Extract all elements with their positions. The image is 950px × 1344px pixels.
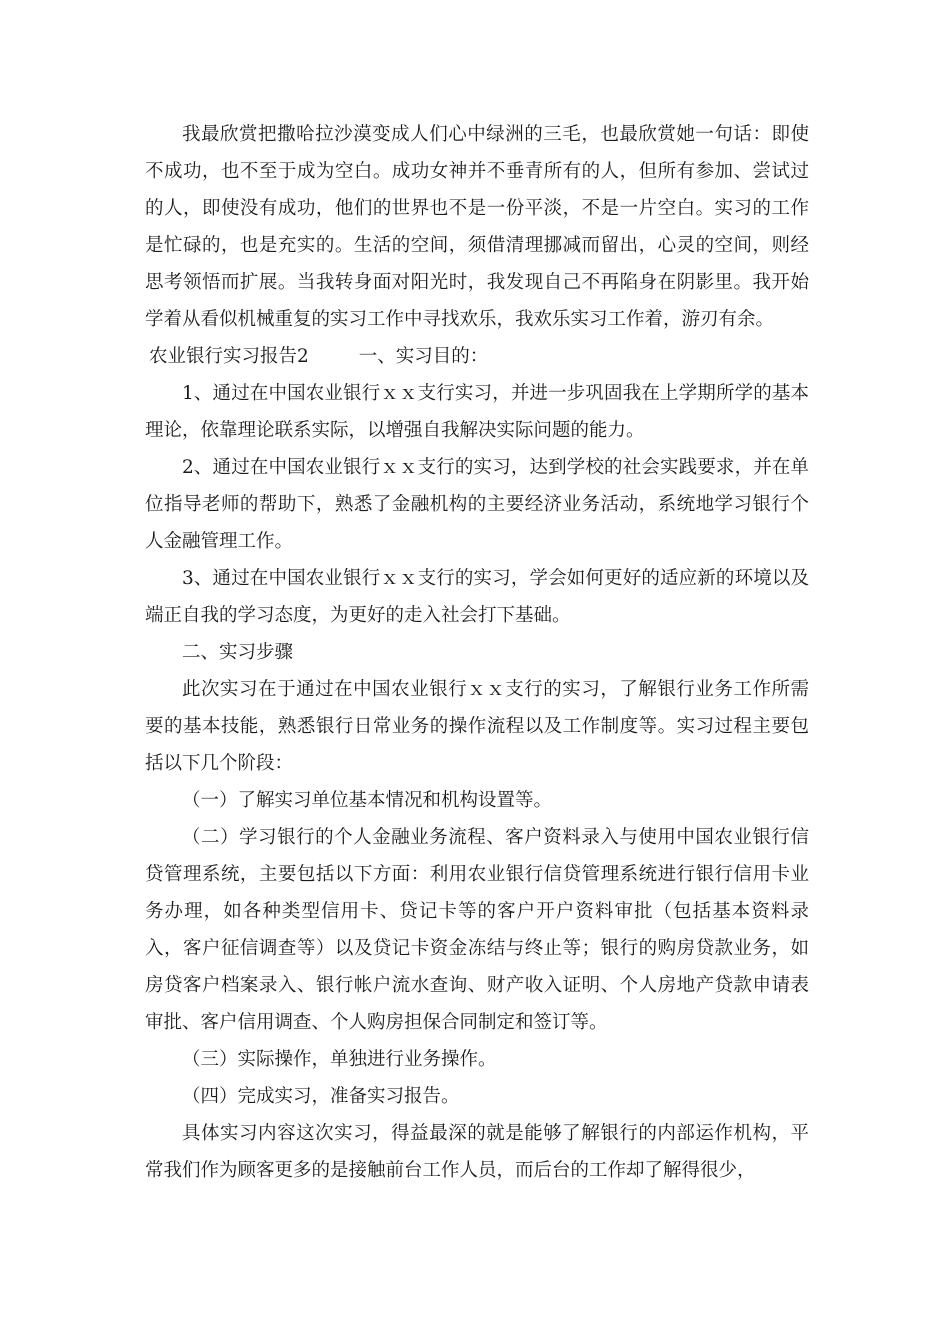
report-title: 农业银行实习报告2 xyxy=(149,346,309,367)
paragraph-content: 具体实习内容这次实习，得益最深的就是能够了解银行的内部运作机构，平常我们作为顾客更多的是接触前台工作人员，而后台的工作却了解得很少， xyxy=(145,1123,809,1181)
paragraph-step-3: （三）实际操作，单独进行业务操作。 xyxy=(182,1049,497,1070)
section-heading-steps: 二、实习步骤 xyxy=(182,642,294,663)
paragraph-step-2: （二）学习银行的个人金融业务流程、客户资料录入与使用中国农业银行信贷管理系统，主要包括以下方面：利用农业银行信贷管理系统进行银行信用卡业务办理，如各种类型信用卡、贷记卡等的客户开户资料审批（包括基本资料录入，客户征信调查等）以及贷记卡资金冻结与终止等；银行的购房贷款业务，如房贷客户档案录入、银行帐户流水查询、财产收入证明、个人房地产贷款申请表审批、客户信用调查、个人购房担保合同制定和签订等。 xyxy=(145,827,809,1033)
document-body xyxy=(145,116,809,1189)
paragraph-step-1: （一）了解实习单位基本情况和机构设置等。 xyxy=(182,790,553,811)
paragraph-purpose-1: 1、通过在中国农业银行ｘｘ支行实习，并进一步巩固我在上学期所学的基本理论，依靠理论联系实际，以增强自我解决实际问题的能力。 xyxy=(145,383,809,441)
section-heading-purpose: 一、实习目的： xyxy=(358,346,489,367)
paragraph-step-4: （四）完成实习，准备实习报告。 xyxy=(182,1086,460,1107)
paragraph-purpose-3: 3、通过在中国农业银行ｘｘ支行的实习，学会如何更好的适应新的环境以及端正自我的学习态度，为更好的走入社会打下基础。 xyxy=(145,568,809,626)
paragraph-purpose-2: 2、通过在中国农业银行ｘｘ支行的实习，达到学校的社会实践要求，并在单位指导老师的帮助下，熟悉了金融机构的主要经济业务活动，系统地学习银行个人金融管理工作。 xyxy=(145,457,809,552)
paragraph-intro: 我最欣赏把撒哈拉沙漠变成人们心中绿洲的三毛，也最欣赏她一句话：即使不成功，也不至于成为空白。成功女神并不垂青所有的人，但所有参加、尝试过的人，即使没有成功，他们的世界也不是一份平淡，不是一片空白。实习的工作是忙碌的，也是充实的。生活的空间，须借清理挪减而留出，心灵的空间，则经思考领悟而扩展。当我转身面对阳光时，我发现自己不再陷身在阴影里。我开始学着从看似机械重复的实习工作中寻找欢乐，我欢乐实习工作着，游刃有余。 xyxy=(145,124,809,330)
report-title-line xyxy=(145,338,809,375)
paragraph-steps-intro: 此次实习在于通过在中国农业银行ｘｘ支行的实习，了解银行业务工作所需要的基本技能，熟悉银行日常业务的操作流程以及工作制度等。实习过程主要包括以下几个阶段： xyxy=(145,679,809,774)
